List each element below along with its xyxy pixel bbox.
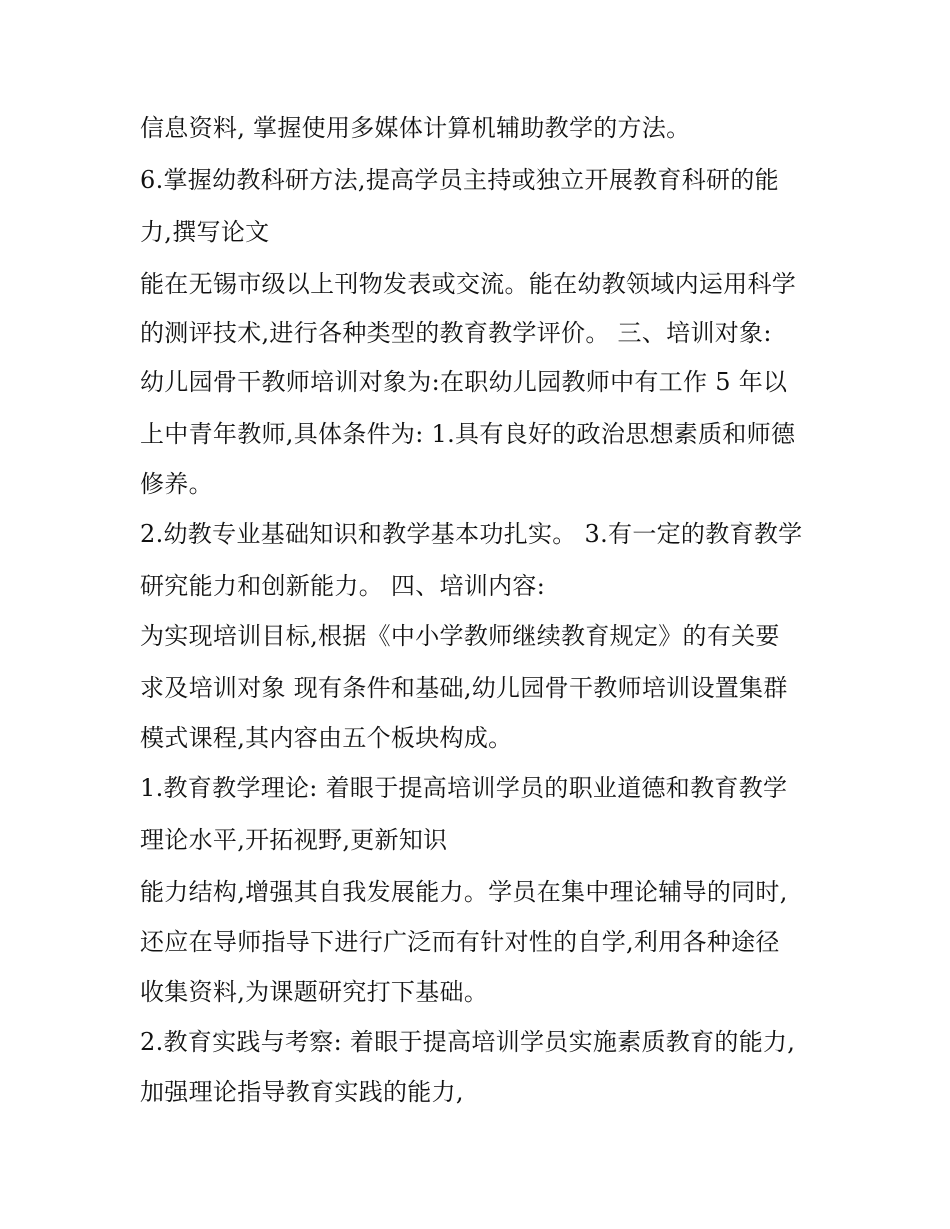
text-line: 幼儿园骨干教师培训对象为:在职幼儿园教师中有工作 5 年以 — [140, 368, 788, 396]
text-line: 2.教育实践与考察: 着眼于提高培训学员实施素质教育的能力, — [140, 1028, 796, 1056]
text-line: 的测评技术,进行各种类型的教育教学评价。 三、培训对象: — [140, 319, 772, 347]
text-line: 理论水平,开拓视野,更新知识 — [140, 826, 448, 854]
text-line: 力,撰写论文 — [140, 218, 270, 246]
text-line: 还应在导师指导下进行广泛而有针对性的自学,利用各种途径 — [140, 928, 780, 956]
text-line: 求及培训对象 现有条件和基础,幼儿园骨干教师培训设置集群 — [140, 674, 788, 702]
text-line: 收集资料,为课题研究打下基础。 — [140, 978, 489, 1006]
text-line: 能在无锡市级以上刊物发表或交流。能在幼教领域内运用科学 — [140, 270, 797, 298]
text-line: 1.教育教学理论: 着眼于提高培训学员的职业道德和教育教学 — [140, 774, 788, 802]
text-line: 修养。 — [140, 470, 213, 498]
text-line: 加强理论指导教育实践的能力, — [140, 1078, 464, 1106]
text-line: 为实现培训目标,根据《中小学教师继续教育规定》的有关要 — [140, 622, 780, 650]
text-line: 信息资料, 掌握使用多媒体计算机辅助教学的方法。 — [140, 114, 691, 142]
text-line: 上中青年教师,具体条件为: 1.具有良好的政治思想素质和师德 — [140, 420, 796, 448]
text-line: 模式课程,其内容由五个板块构成。 — [140, 724, 513, 752]
text-line: 6.掌握幼教科研方法,提高学员主持或独立开展教育科研的能 — [140, 166, 779, 194]
text-line: 2.幼教专业基础知识和教学基本功扎实。 3.有一定的教育教学 — [140, 520, 803, 548]
text-line: 研究能力和创新能力。 四、培训内容: — [140, 572, 546, 600]
text-line: 能力结构,增强其自我发展能力。学员在集中理论辅导的同时, — [140, 878, 788, 906]
